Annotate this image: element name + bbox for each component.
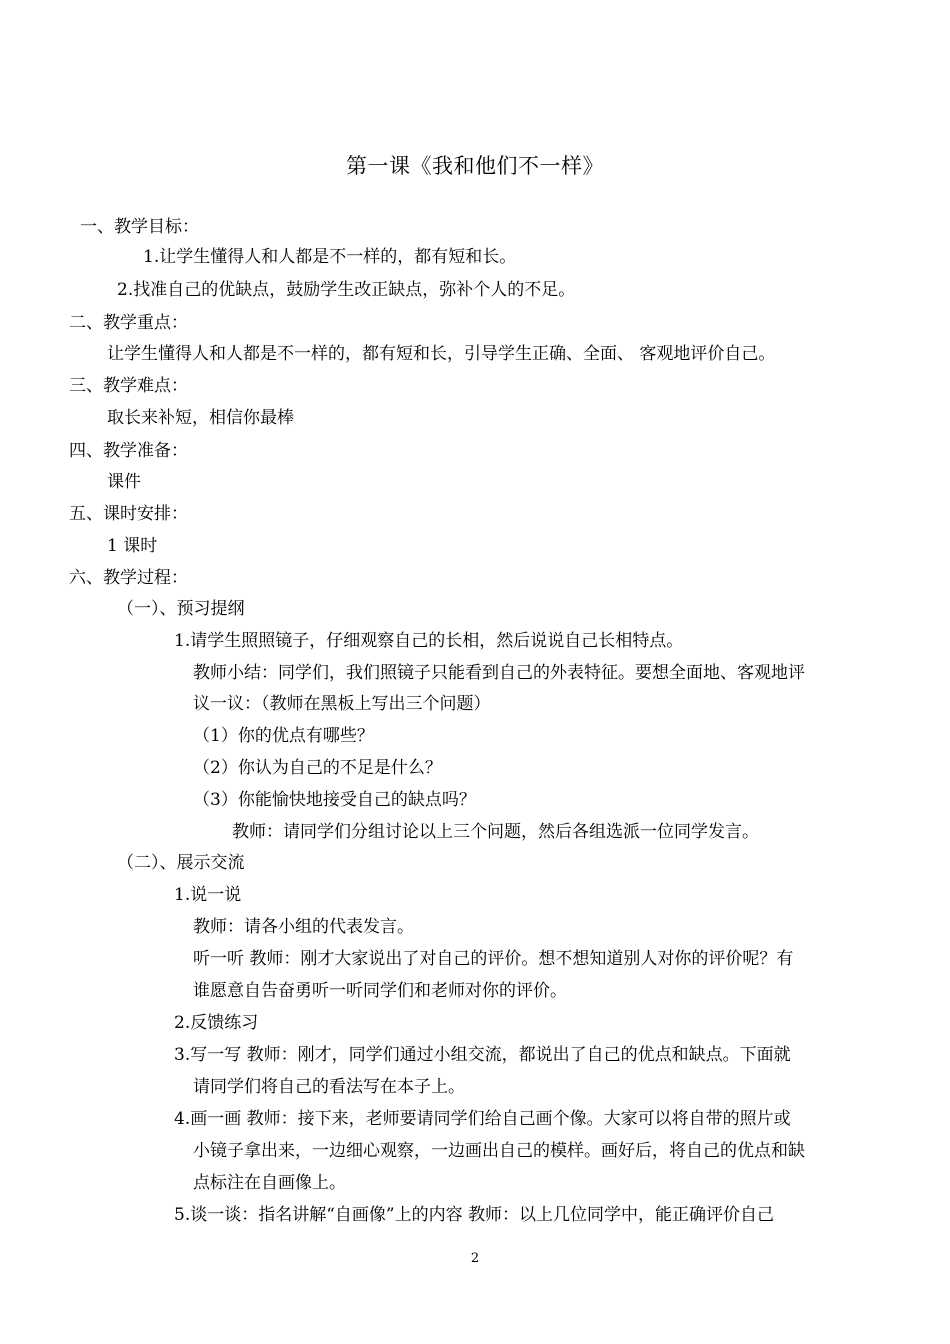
process-item: 2.反馈练习 (174, 1013, 259, 1033)
difficulty-text: 取长来补短，相信你最棒 (107, 408, 294, 428)
process-text: 教师：请各小组的代表发言。 (193, 917, 414, 937)
process-text: 请同学们将自己的看法写在本子上。 (193, 1077, 465, 1097)
process-item: 3.写一写 教师：刚才，同学们通过小组交流，都说出了自己的优点和缺点。下面就 (174, 1045, 791, 1065)
section-heading-objectives: 一、教学目标： (80, 217, 199, 237)
focus-text: 让学生懂得人和人都是不一样的，都有短和长，引导学生正确、全面、 客观地评价自己。 (107, 344, 776, 364)
question-item-2: （2）你认为自己的不足是什么？ (193, 758, 442, 778)
question-item-3: （3）你能愉快地接受自己的缺点吗？ (193, 790, 476, 810)
section-heading-preparation: 四、教学准备： (69, 441, 188, 461)
page-number: 2 (470, 1251, 480, 1266)
section-heading-focus: 二、教学重点： (69, 313, 188, 333)
subsection-exchange: （二）、展示交流 (117, 853, 245, 873)
process-item: 5.谈一谈：指名讲解“自画像”上的内容 教师：以上几位同学中，能正确评价自己 (174, 1205, 775, 1225)
subsection-preview: （一）、预习提纲 (117, 599, 245, 619)
process-text: 谁愿意自告奋勇听一听同学们和老师对你的评价。 (193, 981, 567, 1001)
process-text: 教师小结：同学们，我们照镜子只能看到自己的外表特征。要想全面地、客观地评 (193, 663, 805, 683)
question-item-1: （1）你的优点有哪些？ (193, 726, 374, 746)
process-item: 1.请学生照照镜子，仔细观察自己的长相，然后说说自己长相特点。 (174, 631, 684, 651)
process-text: 教师：请同学们分组讨论以上三个问题，然后各组选派一位同学发言。 (232, 822, 759, 842)
process-item: 4.画一画 教师：接下来，老师要请同学们给自己画个像。大家可以将自带的照片或 (174, 1109, 791, 1129)
section-heading-difficulty: 三、教学难点： (69, 376, 188, 396)
objective-item-2: 2.找准自己的优缺点，鼓励学生改正缺点，弥补个人的不足。 (117, 280, 576, 300)
process-text: 点标注在自画像上。 (193, 1173, 346, 1193)
process-text: 议一议：（教师在黑板上写出三个问题） (193, 694, 491, 714)
process-text: 听一听 教师：刚才大家说出了对自己的评价。想不想知道别人对你的评价呢？有 (193, 949, 794, 969)
lesson-title: 第一课《我和他们不一样》 (346, 154, 604, 178)
preparation-text: 课件 (107, 472, 141, 492)
process-text: 小镜子拿出来，一边细心观察，一边画出自己的模样。画好后，将自己的优点和缺 (193, 1141, 805, 1161)
objective-item-1: 1.让学生懂得人和人都是不一样的，都有短和长。 (143, 247, 517, 267)
section-heading-process: 六、教学过程： (69, 568, 188, 588)
schedule-text: 1 课时 (107, 536, 158, 556)
process-item: 1.说一说 (174, 885, 242, 905)
section-heading-schedule: 五、课时安排： (69, 504, 188, 524)
